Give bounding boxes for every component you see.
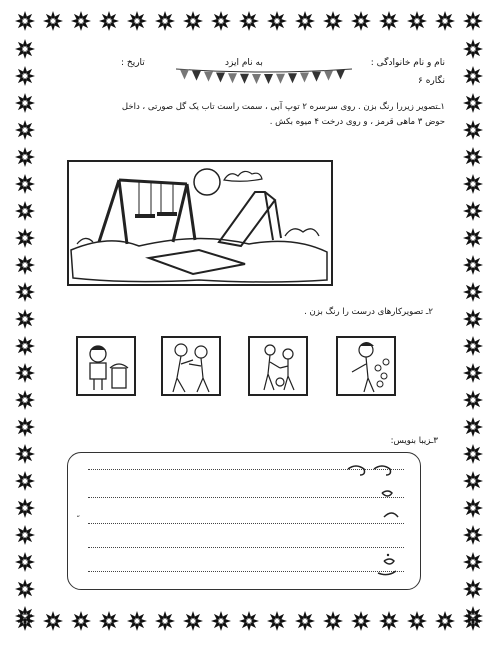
- snowflake-icon: [238, 10, 260, 32]
- bunting-flag: [204, 72, 213, 82]
- snowflake-icon: [14, 578, 36, 600]
- bunting-flag: [252, 74, 261, 84]
- snowflake-icon: [182, 610, 204, 632]
- snowflake-icon: [14, 92, 36, 114]
- bunting-flag: [312, 72, 321, 82]
- snowflake-icon: [14, 551, 36, 573]
- snowflake-icon: [462, 65, 484, 87]
- snowflake-icon: [462, 551, 484, 573]
- snowflake-icon: [14, 146, 36, 168]
- snowflake-icon: [462, 578, 484, 600]
- boy-trash-can-illustration: [76, 336, 136, 396]
- date-label: تاریخ :: [121, 58, 145, 68]
- snowflake-icon: [14, 65, 36, 87]
- snowflake-icon: [462, 524, 484, 546]
- snowflake-icon: [406, 10, 428, 32]
- snowflake-icon: [462, 281, 484, 303]
- children-fighting-illustration: [161, 336, 221, 396]
- bunting-flag: [216, 73, 225, 83]
- bunting-flag: [336, 70, 345, 80]
- snowflake-icon: [462, 335, 484, 357]
- snowflake-icon: [322, 10, 344, 32]
- snowflake-icon: [434, 10, 456, 32]
- bunting-flag: [240, 74, 249, 84]
- snowflake-icon: [154, 610, 176, 632]
- bunting-flag: [276, 74, 285, 84]
- snowflake-icon: [14, 10, 36, 32]
- snowflake-icon: [14, 497, 36, 519]
- snowflake-icon: [322, 610, 344, 632]
- bunting-flag: [324, 71, 333, 81]
- snowflake-icon: [294, 10, 316, 32]
- snowflake-icon: [14, 173, 36, 195]
- snowflake-icon: [462, 443, 484, 465]
- snowflake-icon: [14, 362, 36, 384]
- snowflake-icon: [210, 10, 232, 32]
- snowflake-icon: [42, 10, 64, 32]
- snowflake-icon: [406, 610, 428, 632]
- snowflake-icon: [462, 173, 484, 195]
- snowflake-icon: [210, 610, 232, 632]
- snowflake-icon: [462, 254, 484, 276]
- snowflake-icon: [14, 254, 36, 276]
- lesson-label: نگاره ۶: [418, 76, 445, 86]
- snowflake-icon: [462, 119, 484, 141]
- bunting-flags-icon: [176, 66, 352, 86]
- snowflake-icon: [14, 119, 36, 141]
- snowflake-icon: [462, 497, 484, 519]
- snowflake-icon: [154, 10, 176, 32]
- snowflake-icon: [14, 308, 36, 330]
- bunting-flag: [300, 73, 309, 83]
- snowflake-icon: [434, 610, 456, 632]
- snowflake-icon: [462, 362, 484, 384]
- snowflake-icon: [14, 389, 36, 411]
- playground-drawing: [69, 162, 331, 284]
- snowflake-icon: [14, 470, 36, 492]
- bunting-flag: [228, 73, 237, 83]
- snowflake-icon: [462, 470, 484, 492]
- snowflake-icon: [14, 200, 36, 222]
- snowflake-icon: [462, 146, 484, 168]
- bunting-flag: [264, 74, 273, 84]
- snowflake-icon: [126, 10, 148, 32]
- snowflake-icon: [126, 610, 148, 632]
- question-1-line-2: حوض ۳ ماهی قرمز ، و روی درخت ۴ میوه بکش .: [269, 117, 445, 127]
- snowflake-icon: [238, 610, 260, 632]
- snowflake-icon: [14, 443, 36, 465]
- handwriting-practice-box: [67, 452, 421, 590]
- bunting-flag: [192, 71, 201, 81]
- snowflake-icon: [182, 10, 204, 32]
- snowflake-icon: [14, 335, 36, 357]
- snowflake-icon: [266, 610, 288, 632]
- snowflake-icon: [14, 416, 36, 438]
- snowflake-icon: [462, 389, 484, 411]
- question-3-text: ۳ـزیبا بنویس:: [390, 436, 438, 446]
- snowflake-icon: [462, 308, 484, 330]
- question-1-line-1: ۱ـتصویر زیررا رنگ بزن . روی سرسره ۲ توپ آبی ، سمت راست تاب یک گل صورتی ، داخل: [121, 102, 445, 112]
- snowflake-icon: [462, 605, 484, 627]
- snowflake-icon: [70, 10, 92, 32]
- snowflake-icon: [98, 610, 120, 632]
- snowflake-icon: [98, 10, 120, 32]
- small-mark: ˝: [76, 515, 80, 524]
- snowflake-icon: [350, 10, 372, 32]
- snowflake-icon: [462, 38, 484, 60]
- children-playing-illustration: [248, 336, 308, 396]
- playground-illustration: [67, 160, 333, 286]
- snowflake-icon: [378, 10, 400, 32]
- snowflake-icon: [462, 416, 484, 438]
- snowflake-icon: [350, 610, 372, 632]
- bunting-flag: [288, 73, 297, 83]
- letter-models-icon: [338, 463, 408, 583]
- snowflake-icon: [14, 227, 36, 249]
- name-label: نام و نام خانوادگی :: [370, 58, 445, 68]
- snowflake-icon: [70, 610, 92, 632]
- snowflake-icon: [378, 610, 400, 632]
- snowflake-icon: [14, 605, 36, 627]
- snowflake-icon: [266, 10, 288, 32]
- snowflake-icon: [14, 281, 36, 303]
- snowflake-icon: [462, 227, 484, 249]
- snowflake-icon: [42, 610, 64, 632]
- bismillah-title: به نام ایزد: [225, 58, 263, 68]
- snowflake-icon: [14, 38, 36, 60]
- snowflake-icon: [462, 200, 484, 222]
- snowflake-icon: [462, 92, 484, 114]
- bunting-flag: [180, 70, 189, 80]
- question-2-text: ۲ـ تصویرکارهای درست را رنگ بزن .: [304, 307, 433, 317]
- child-watering-plants-illustration: [336, 336, 396, 396]
- snowflake-icon: [294, 610, 316, 632]
- snowflake-icon: [14, 524, 36, 546]
- snowflake-icon: [462, 10, 484, 32]
